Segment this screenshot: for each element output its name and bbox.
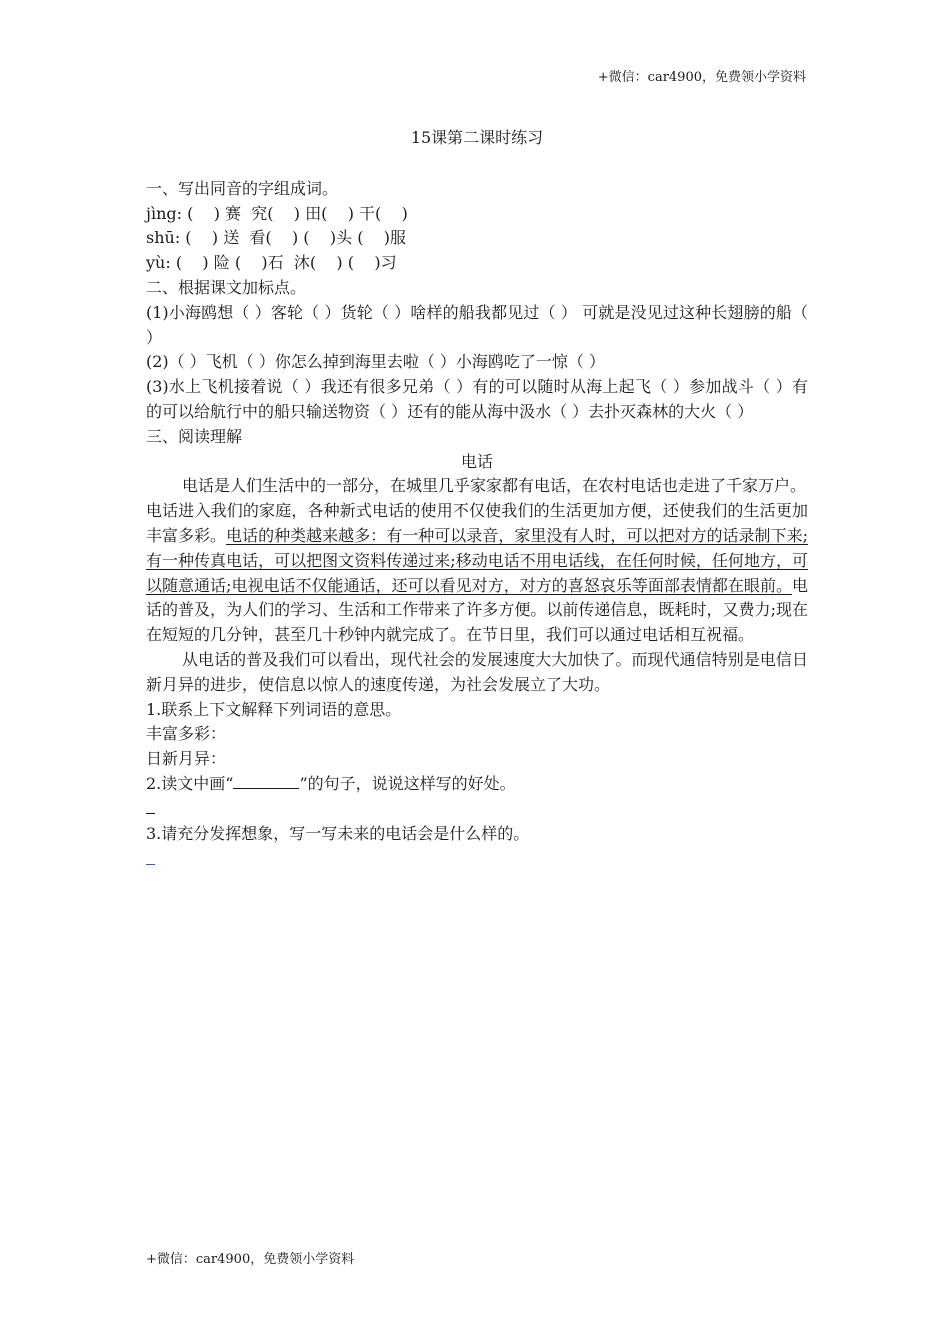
para2-end: 电话的普及，为人们的学习、生活和工作带来了许多方便。以前传递信息，既耗时，又费力;现在在短短的几分钟，甚至几十秒钟内就完成了。在节日里，我们可以通过电话相互祝福。: [146, 575, 808, 645]
section1-heading: 一、写出同音的字组成词。: [146, 178, 339, 198]
section3-heading: 三、阅读理解: [146, 426, 243, 446]
question-2-before: 2.读文中画“: [146, 773, 234, 793]
pinyin-row-shu: shū: ( ) 送 看( ) ( )头 ( )服: [146, 228, 407, 248]
question-1-term-b: 日新月异：: [146, 749, 227, 769]
underlined-sentence: 电话的种类越来越多：有一种可以录音，家里没有人时，可以把对方的话录制下来;有一种传真电话，可以把图文资料传递过来;移动电话不用电话线，在任何时候，任何地方，可以随意通话;电视电话不仅能通话，还可以看见对方，对方的喜怒哀乐等面部表情都在眼前。: [146, 525, 808, 595]
punctuation-item-1: (1)小海鸥想（ ）客轮（ ）货轮（ ）啥样的船我都见过（ ） 可就是没见过这种长翅膀的船（ ）: [146, 302, 808, 347]
section2-heading: 二、根据课文加标点。: [146, 277, 307, 297]
footer-watermark: +微信：car4900，免费领小学资料: [146, 1252, 355, 1267]
question-1-term-a: 丰富多彩：: [146, 724, 227, 744]
question-1: 1.联系上下文解释下列词语的意思。: [146, 699, 402, 719]
underline-blank: [233, 774, 299, 789]
answer-line-q2[interactable]: [146, 813, 155, 814]
header-watermark: +微信：car4900，免费领小学资料: [597, 70, 806, 85]
pinyin-row-yu: yù: ( ) 险 ( )石 沐( ) ( )习: [146, 253, 397, 273]
worksheet-content: [146, 126, 808, 871]
pinyin-row-jing: jìng: ( ) 赛 究( ) 田( ) 干( ): [146, 203, 408, 223]
worksheet-title: 15课第二课时练习: [410, 128, 544, 147]
punctuation-item-2: (2)（ ）飞机（ ）你怎么掉到海里去啦（ ）小海鸥吃了一惊（ ）: [146, 352, 606, 372]
answer-line-q3[interactable]: [146, 864, 155, 865]
punctuation-item-3: (3)水上飞机接着说（ ）我还有很多兄弟（ ）有的可以随时从海上起飞（ ）参加战斗（ ）有的可以给航行中的船只输送物资（ ）还有的能从海中汲水（ ）去扑灭森林的大火（ ）: [146, 377, 808, 421]
passage-title: 电话: [460, 451, 493, 471]
question-2-after: ”的句子，说说这样写的好处。: [299, 773, 516, 793]
passage-paragraph-2: [146, 499, 808, 648]
passage-paragraph-1: 电话是人们生活中的一部分，在城里几乎家家都有电话，在农村电话也走进了千家万户。: [182, 476, 807, 496]
question-3: 3.请充分发挥想象，写一写未来的电话会是什么样的。: [146, 823, 530, 843]
passage-paragraph-3: 从电话的普及我们可以看出，现代社会的发展速度大大加快了。而现代通信特别是电信日新月异的进步，使信息以惊人的速度传递，为社会发展立了大功。: [146, 649, 808, 694]
question-2: [146, 772, 808, 797]
para2-start: 电话进入我们的家庭，各种新式电话的使用不仅使我们的生活更加方便，还使我们的生活更加丰富多彩。: [146, 501, 808, 545]
